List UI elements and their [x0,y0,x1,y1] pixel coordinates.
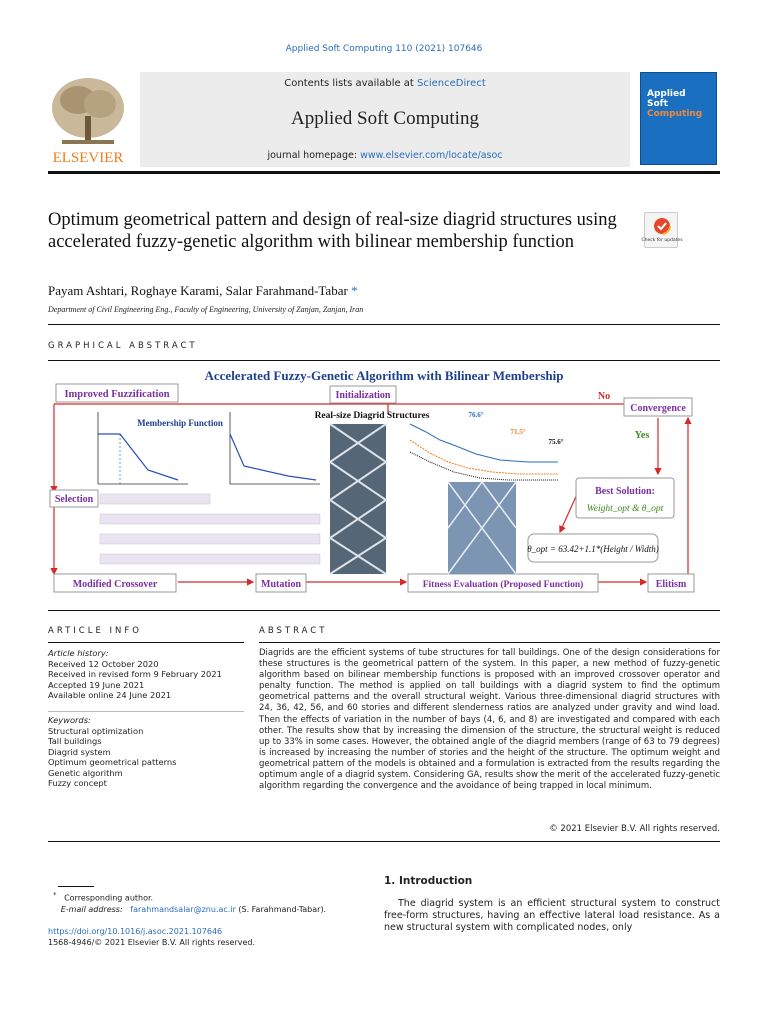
elitism-label: Elitism [655,579,687,590]
keyword-item: Structural optimization [48,725,144,736]
footnote [48,890,368,915]
no-label: No [597,391,611,402]
contents-line [140,78,630,89]
homepage-line [140,150,630,161]
diagrid-tower-image [330,424,516,574]
affiliation: Department of Civil Engineering Eng., Faculty of Engineering, University of Zanjan, Zanjan, Iran [48,305,364,314]
divider [259,642,720,643]
accepted-date: Accepted 19 June 2021 [48,679,145,690]
homepage-prefix: journal homepage: [267,150,361,161]
sciencedirect-link[interactable]: ScienceDirect [417,78,486,89]
contents-prefix: Contents lists available at [284,78,418,89]
convergence-curves [410,424,558,480]
journal-title: Applied Soft Computing [291,108,479,129]
doi-link[interactable]: https://doi.org/10.1016/j.asoc.2021.107646 [48,927,223,936]
revised-date: Received in revised form 9 February 2021 [48,669,222,679]
flow-arrow-solution [560,492,578,532]
divider [48,610,720,611]
keyword-item: Fuzzy concept [48,778,107,788]
corresponding-author-mark[interactable]: * [351,283,358,298]
angle-label-3: 75.6° [548,438,564,446]
keyword-item: Tall buildings [48,736,102,746]
elsevier-wordmark: ELSEVIER [52,150,124,166]
header-divider [48,171,720,174]
article-title: Optimum geometrical pattern and design of real-size diagrid structures using accelerated fuzzy-genetic algorithm with bilinear membership function [48,210,617,252]
divider [48,324,720,325]
journal-reference[interactable]: Applied Soft Computing 110 (2021) 107646 [285,44,483,54]
mutation-label: Mutation [261,579,301,590]
improved-fuzzification-label: Improved Fuzzification [64,389,170,400]
corresponding-footnote: * Corresponding author. [53,891,154,903]
keyword-item: Optimum geometrical patterns [48,757,177,767]
history-label: Article history: [48,648,109,658]
convergence-label: Convergence [630,403,686,414]
introduction-heading: 1. Introduction [384,875,473,887]
author-list [48,283,358,299]
real-size-diagrid-label: Real-size Diagrid Structures [314,411,430,421]
selection-label: Selection [54,494,94,505]
masthead-banner [140,72,630,167]
keywords [48,715,244,789]
membership-function-label: Membership Function [137,418,223,428]
homepage-link[interactable]: www.elsevier.com/locate/asoc [360,150,503,161]
online-date: Available online 24 June 2021 [48,690,172,700]
journal-cover[interactable] [640,72,717,165]
abstract-heading: ABSTRACT [259,626,328,636]
authors-text: Payam Ashtari, Roghaye Karami, Salar Farahmand-Tabar [48,283,348,298]
cover-title: Applied Soft Computing [647,89,703,119]
received-date: Received 12 October 2020 [48,658,159,669]
check-updates-icon [641,213,683,249]
email-footnote: E-mail address: farahmandsalar@znu.ac.ir (S. Farahmand-Tabar). [60,904,327,914]
ga-title: Accelerated Fuzzy-Genetic Algorithm with Bilinear Membership [204,368,564,383]
divider [48,360,720,361]
check-for-updates-badge[interactable] [641,212,683,248]
introduction-body: The diagrid system is an efficient structural system to construct free-form structures, having an effective lateral load resistance. As a new structural system with complicated nodes, only [384,898,720,933]
email-link[interactable]: farahmandsalar@znu.ac.ir [130,904,236,914]
copyright-line: © 2021 Elsevier B.V. All rights reserved. [549,824,720,834]
svg-text:Check for updates: Check for updates [641,238,683,243]
abstract-body: Diagrids are the efficient systems of tube structures for tall buildings. One of the design considerations for these structures is the geometrical pattern of the system. In this paper, a new method of fuzzy-genetic algorithm based on bilinear membership functions is proposed with an improved crossover operator and penalty function. The method is applied on tall buildings with a diagrid system to find the optimum geometrical patterns and the overall structural weight. Various three-dimensional diagrid structures with 24, 36, 42, 56, and 60 stories and different slenderness ratios are analyzed under gravity and wind load. Then the effects of variation in the number of bays (4, 6, and 8) are investigated and compared with each other. The results show that by increasing the dimension of the structure, the structural weight is reduced up to 33% in some cases. However, the obtained angle of the diagrid members (range of 63 to 79 degrees) is increased by increasing the number of stories and the height of the structure. The optimum weight and geometrical pattern of the models is obtained and a formulation is extracted from the results regarding the optimum angle of a diagrid system. Considering GA, results show the merit of the accelerated fuzzy-genetic algorithm regarding the convergence and the avoidance of being trapped in local minimum. [259,648,720,792]
article-info-heading: ARTICLE INFO [48,626,142,636]
angle-label-2: 71.5° [510,428,526,436]
article-history [48,648,244,701]
masthead [48,72,720,167]
chromosome-rows [100,494,320,564]
optimum-angle-formula: θ_opt = 63.42+1.1*(Height / Width) [527,544,659,554]
modified-crossover-label: Modified Crossover [72,579,158,590]
best-solution-vars: Weight_opt & θ_opt [586,504,664,514]
divider [48,711,244,712]
elsevier-tree-logo [48,72,128,165]
angle-label-1: 76.6° [468,411,484,419]
fitness-evaluation-label: Fitness Evaluation (Proposed Function) [422,580,584,590]
issn-line: 1568-4946/© 2021 Elsevier B.V. All rights reserved. [48,938,256,947]
footnote-divider [58,886,94,887]
graphical-abstract-figure [48,362,720,606]
divider [48,841,720,842]
membership-plot-right [230,412,320,484]
yes-label: Yes [634,430,650,441]
divider [48,642,244,643]
graphical-abstract-heading: GRAPHICAL ABSTRACT [48,341,198,351]
initialization-label: Initialization [335,390,391,401]
best-solution-label: Best Solution: [595,486,655,497]
keywords-label: Keywords: [48,715,91,725]
keyword-item: Diagrid system [48,746,111,757]
keyword-item: Genetic algorithm [48,767,123,778]
